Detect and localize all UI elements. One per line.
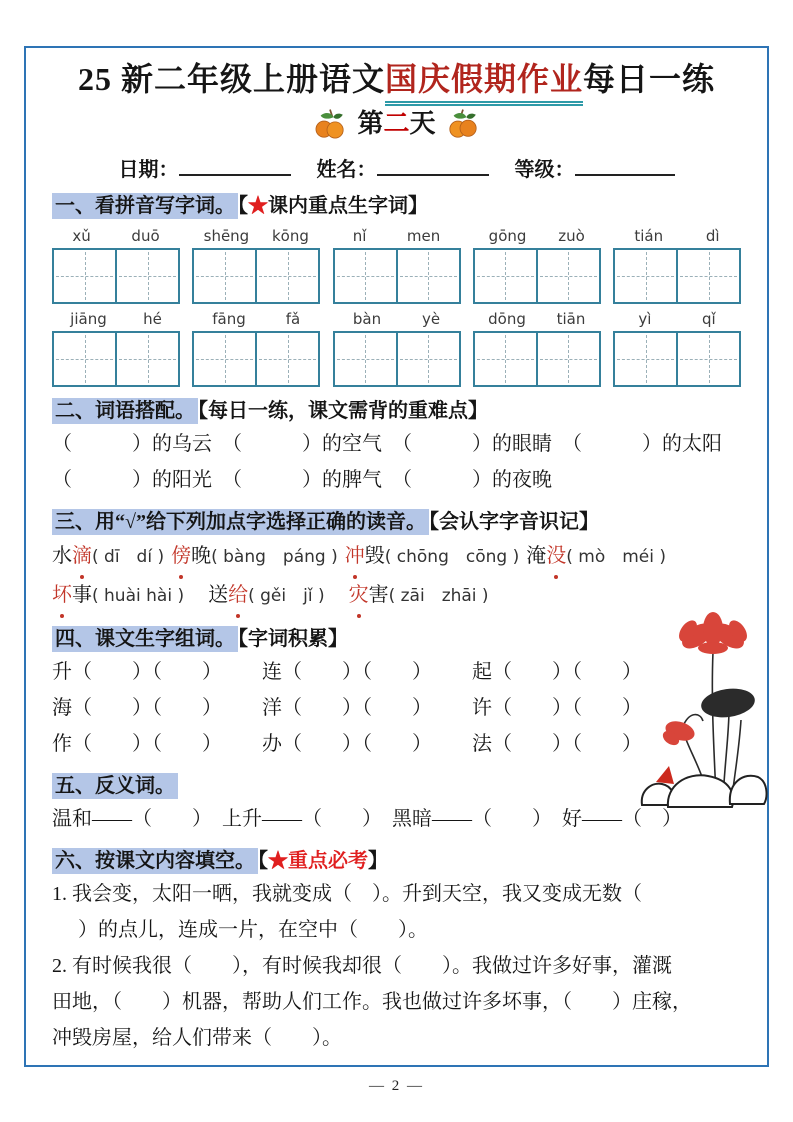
pinyin-group <box>333 227 461 304</box>
pinyin-label: kōng <box>271 227 309 245</box>
pinyin-group <box>52 227 180 304</box>
pinyin-label: qǐ <box>701 310 716 328</box>
dotted-char: 滴 <box>72 537 92 575</box>
fill-blank-line: 冲毁房屋，给人们带来（ ）。 <box>52 1027 342 1049</box>
title-highlight: 国庆假期作业 <box>385 58 583 103</box>
pinyin-label: zuò <box>558 227 585 245</box>
dotted-char: 坏 <box>52 576 72 614</box>
plain-char: 送 <box>208 584 229 606</box>
pinyin-group <box>613 310 741 387</box>
fill-blank-line: 2. 有时候我很（ ），有时候我却很（ ）。我做过许多好事，灌溉 <box>52 955 672 977</box>
section-6-heading <box>52 846 741 876</box>
writing-grid <box>192 248 320 304</box>
pronunciation-item <box>52 537 164 576</box>
subtitle-day-number: 二 <box>383 109 410 138</box>
key-exam-note: ★重点必考 <box>268 850 368 872</box>
pronunciation-item <box>349 576 489 615</box>
grid-cell <box>678 333 739 385</box>
pinyin-label: dōng <box>488 310 526 328</box>
fill-blank-line: 1. 我会变，太阳一晒，我就变成（ ）。升到天空，我又变成无数（ <box>52 883 642 905</box>
pinyin-options: ( chōng cōng ) <box>384 547 520 567</box>
grid-cell <box>257 250 318 302</box>
plain-char: 水 <box>52 545 72 567</box>
word-build-group: 海（ ）（ ） <box>52 697 222 719</box>
word-build-row <box>52 726 642 762</box>
section-2-heading <box>52 396 741 426</box>
section-2-title: 二、词语搭配。 <box>52 398 198 424</box>
page-number: — 2 — <box>369 1078 424 1094</box>
pinyin-label: tiān <box>556 310 586 328</box>
fill-blank-line: ）的点儿，连成一片，在空中（ ）。 <box>78 919 428 941</box>
section-3-heading <box>52 507 741 537</box>
grid-cell <box>117 333 178 385</box>
pronunciation-item <box>171 537 338 576</box>
grid-cell <box>398 333 459 385</box>
pinyin-group <box>613 227 741 304</box>
grid-cell <box>117 250 178 302</box>
grid-cell <box>678 250 739 302</box>
bracket: 【 <box>238 195 248 217</box>
grid-cell <box>257 333 318 385</box>
dotted-char: 傍 <box>171 537 191 575</box>
day-subtitle <box>52 107 741 141</box>
title-prefix: 25 新二年级上册语文 <box>77 61 385 97</box>
persimmon-icon <box>313 107 347 141</box>
writing-grid <box>333 331 461 387</box>
pinyin-label: duō <box>131 227 160 245</box>
grid-cell <box>335 333 398 385</box>
writing-grid <box>52 331 180 387</box>
plain-char: 淹 <box>526 545 547 567</box>
word-build-row <box>52 654 642 690</box>
pinyin-options: ( mò méi ) <box>566 547 666 567</box>
section-2-note: 【每日一练，课文需背的重难点】 <box>198 400 488 422</box>
word-build-group: 连（ ）（ ） <box>262 661 432 683</box>
section-4-title: 四、课文生字组词。 <box>52 626 238 652</box>
dotted-char: 没 <box>546 537 566 575</box>
fill-blank-line: 田地，（ ）机器，帮助人们工作。我也做过许多坏事，（ ）庄稼， <box>52 991 692 1013</box>
title-suffix: 每日一练 <box>583 61 716 97</box>
pinyin-label: fāng <box>212 310 246 328</box>
pinyin-row-1 <box>52 227 741 304</box>
grid-cell <box>398 250 459 302</box>
writing-grid <box>613 248 741 304</box>
pronunciation-item <box>345 537 519 576</box>
pinyin-row-2 <box>52 310 741 387</box>
section-3-title: 三、用“√”给下列加点字选择正确的读音。 <box>52 509 429 535</box>
name-label: 姓名： <box>316 159 377 181</box>
subtitle-pre: 第 <box>357 109 384 138</box>
persimmon-icon <box>446 107 480 141</box>
pinyin-options: ( gěi jǐ ) <box>248 586 325 606</box>
pinyin-options: ( zāi zhāi ) <box>388 586 489 606</box>
pinyin-label: men <box>406 227 441 245</box>
pinyin-label: xǔ <box>72 227 91 245</box>
date-label: 日期： <box>118 159 179 181</box>
pinyin-options: ( dī dí ) <box>92 547 165 567</box>
pronunciation-line <box>52 537 741 576</box>
bracket: 】 <box>368 850 388 872</box>
section-1-heading <box>52 191 741 221</box>
pinyin-label: tián <box>634 227 664 245</box>
date-blank <box>179 156 291 176</box>
grid-cell <box>54 333 117 385</box>
word-match-line: （ ）的阳光 （ ）的脾气 （ ）的夜晚 <box>52 469 552 491</box>
pinyin-group <box>52 310 180 387</box>
pinyin-label: fǎ <box>285 310 301 328</box>
bracket: 【 <box>258 850 268 872</box>
student-info-row <box>52 153 741 182</box>
lotus-ink-painting <box>628 600 773 818</box>
dotted-char: 灾 <box>349 576 369 614</box>
pinyin-options: ( huài hài ) <box>92 586 185 606</box>
word-build-group: 法（ ）（ ） <box>472 733 642 755</box>
word-build-group: 许（ ）（ ） <box>472 697 642 719</box>
word-build-group: 作（ ）（ ） <box>52 733 222 755</box>
writing-grid <box>192 331 320 387</box>
pronunciation-item <box>208 576 325 615</box>
name-blank <box>377 156 489 176</box>
writing-grid <box>613 331 741 387</box>
pronunciation-item <box>526 537 666 576</box>
grid-cell <box>615 333 678 385</box>
word-build-row <box>52 690 642 726</box>
grid-cell <box>335 250 398 302</box>
pinyin-group <box>192 310 320 387</box>
pinyin-label: hé <box>143 310 162 328</box>
section-5-title: 五、反义词。 <box>52 773 178 799</box>
pinyin-label: bàn <box>352 310 382 328</box>
word-build-group: 起（ ）（ ） <box>472 661 642 683</box>
pinyin-label: dì <box>705 227 720 245</box>
pinyin-label: nǐ <box>352 227 367 245</box>
pinyin-label: yè <box>421 310 441 328</box>
writing-grid <box>473 248 601 304</box>
grid-cell <box>194 333 257 385</box>
section-3-note: 【会认字字音识记】 <box>428 511 599 533</box>
writing-grid <box>52 248 180 304</box>
section-4-note: 【字词积累】 <box>238 628 348 650</box>
grade-blank <box>575 156 675 176</box>
pinyin-group <box>473 227 601 304</box>
section-6-title: 六、按课文内容填空。 <box>52 848 258 874</box>
page-title <box>52 58 741 103</box>
pinyin-label: shēng <box>203 227 250 245</box>
writing-grid <box>473 331 601 387</box>
writing-grid <box>333 248 461 304</box>
word-match-line: （ ）的乌云 （ ）的空气 （ ）的眼睛 （ ）的太阳 <box>52 433 722 455</box>
grid-cell <box>475 333 538 385</box>
grid-cell <box>475 250 538 302</box>
word-build-group: 洋（ ）（ ） <box>262 697 432 719</box>
grid-cell <box>538 250 599 302</box>
pronunciation-item <box>52 576 184 615</box>
dotted-char: 给 <box>228 576 248 614</box>
grid-cell <box>538 333 599 385</box>
section-1-title: 一、看拼音写字词。 <box>52 193 238 219</box>
pinyin-group <box>333 310 461 387</box>
pinyin-label: jiāng <box>70 310 107 328</box>
grade-label: 等级： <box>514 159 575 181</box>
plain-char: 害 <box>368 584 389 606</box>
grid-cell <box>54 250 117 302</box>
word-build-group: 办（ ）（ ） <box>262 733 432 755</box>
plain-char: 晚 <box>191 545 212 567</box>
dotted-char: 冲 <box>345 537 365 575</box>
star-icon: ★ <box>248 195 268 217</box>
pinyin-group <box>473 310 601 387</box>
plain-char: 毁 <box>364 545 385 567</box>
antonym-line: 温和——（ ） 上升——（ ） 黑暗——（ ） 好——（ ） <box>52 808 682 830</box>
page-frame <box>24 46 769 1067</box>
grid-cell <box>194 250 257 302</box>
subtitle-post: 天 <box>409 109 436 138</box>
pinyin-label: gōng <box>488 227 527 245</box>
pinyin-options: ( bàng páng ) <box>211 547 338 567</box>
pinyin-group <box>192 227 320 304</box>
grid-cell <box>615 250 678 302</box>
plain-char: 事 <box>72 584 92 606</box>
pinyin-label: yì <box>638 310 652 328</box>
section-1-note: 课内重点生字词】 <box>268 195 428 217</box>
word-build-group: 升（ ）（ ） <box>52 661 222 683</box>
